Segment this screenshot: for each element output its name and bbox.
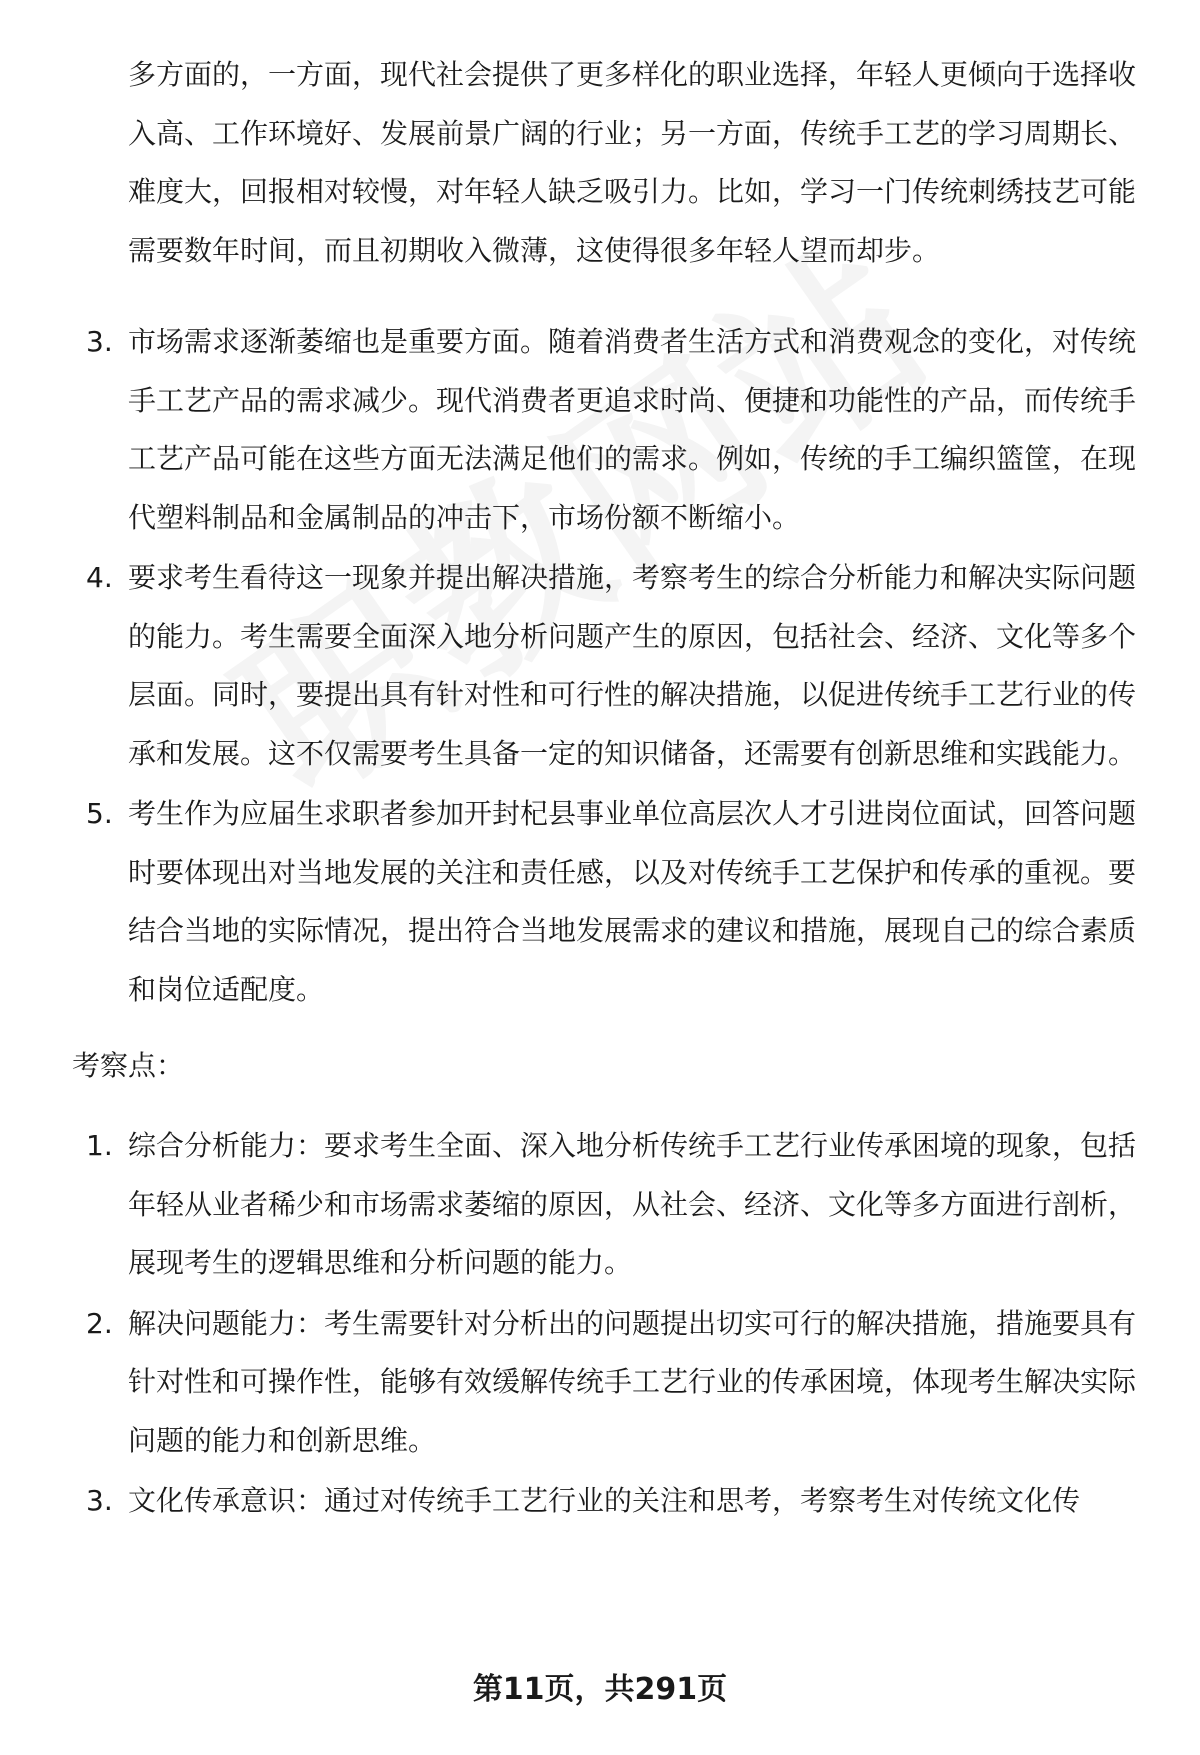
list-item-number: 1.: [86, 1129, 113, 1162]
list-item-number: 3.: [86, 1484, 113, 1517]
list-item-text: 市场需求逐渐萎缩也是重要方面。随着消费者生活方式和消费观念的变化，对传统手工艺产品的需求减少。现代消费者更追求时尚、便捷和功能性的产品，而传统手工艺产品可能在这些方面无法满足他们的需求。例如，传统的手工编织篮筐，在现代塑料制品和金属制品的冲击下，市场份额不断缩小。: [128, 325, 1137, 534]
list-item-text: 文化传承意识：通过对传统手工艺行业的关注和思考，考察考生对传统文化传: [128, 1484, 1081, 1517]
list-item-number: 5.: [86, 797, 113, 830]
list-item: [0, 785, 1148, 1019]
list-item: [0, 1472, 1148, 1531]
list-item-number: 2.: [86, 1306, 113, 1340]
list-item: [0, 549, 1148, 783]
page-number: 第11页，共291页: [472, 1672, 728, 1707]
list-item-number: 4.: [86, 561, 113, 594]
continuation-paragraph: 多方面的，一方面，现代社会提供了更多样化的职业选择，年轻人更倾向于选择收入高、工作环境好、发展前景广阔的行业；另一方面，传统手工艺的学习周期长、难度大，回报相对较慢，对年轻人缺乏吸引力。比如，学习一门传统刺绣技艺可能需要数年时间，而且初期收入微薄，这使得很多年轻人望而却步。: [128, 58, 1137, 267]
list-item: [0, 1295, 1148, 1471]
list-item: [0, 313, 1148, 547]
list-item-text: 要求考生看待这一现象并提出解决措施，考察考生的综合分析能力和解决实际问题的能力。考生需要全面深入地分析问题产生的原因，包括社会、经济、文化等多个层面。同时，要提出具有针对性和可行性的解决措施，以促进传统手工艺行业的传承和发展。这不仅需要考生具备一定的知识储备，还需要有创新思维和实践能力。: [128, 561, 1137, 770]
list-item-number: 3.: [86, 325, 113, 358]
list-item-text: 考生作为应届生求职者参加开封杞县事业单位高层次人才引进岗位面试，回答问题时要体现出对当地发展的关注和责任感，以及对传统手工艺保护和传承的重视。要结合当地的实际情况，提出符合当地发展需求的建议和措施，展现自己的综合素质和岗位适配度。: [128, 797, 1137, 1006]
section-heading: 考察点：: [72, 1049, 185, 1082]
analysis-list: [0, 313, 1200, 1021]
exam-points-list: [0, 1117, 1200, 1533]
list-item-text: 解决问题能力：考生需要针对分析出的问题提出切实可行的解决措施，措施要具有针对性和可操作性，能够有效缓解传统手工艺行业的传承困境，体现考生解决实际问题的能力和创新思维。: [128, 1306, 1137, 1457]
list-item: [0, 1117, 1148, 1293]
list-item-text: 综合分析能力：要求考生全面、深入地分析传统手工艺行业传承困境的现象，包括年轻从业者稀少和市场需求萎缩的原因，从社会、经济、文化等多方面进行剖析，展现考生的逻辑思维和分析问题的能力。: [128, 1129, 1137, 1279]
